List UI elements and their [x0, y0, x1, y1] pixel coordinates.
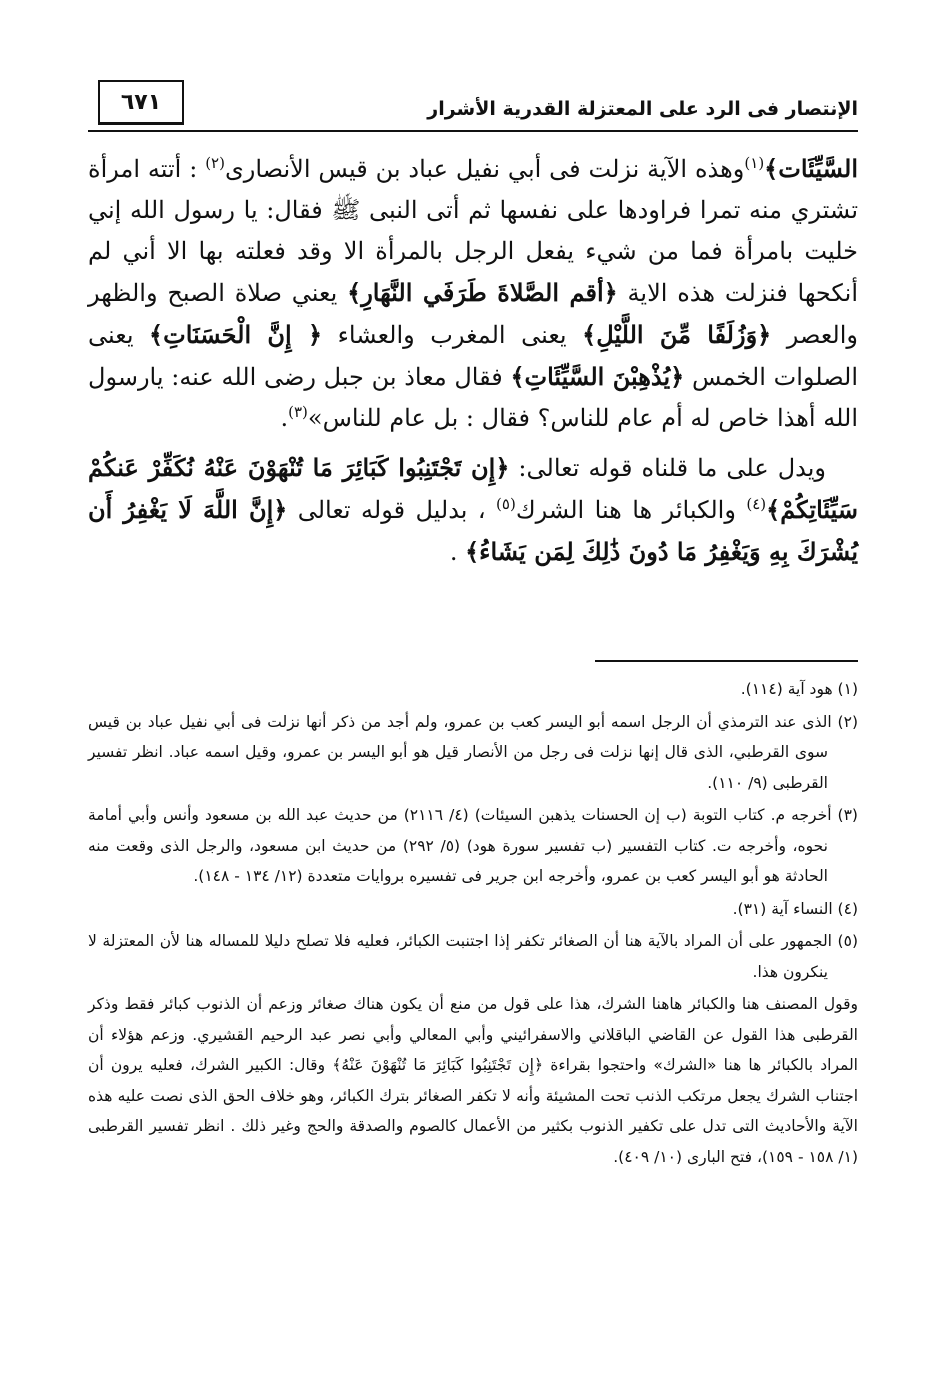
footnote-divider [595, 660, 858, 662]
footnote-ref: (٤) [746, 495, 767, 513]
header-divider [88, 130, 858, 132]
text-run: فقال معاذ بن جبل رضى الله عنه: يارسول الله أهذا خاص له أم عام للناس؟ فقال : بل عام للناس» [88, 363, 858, 432]
footnote-2: (٢) الذى عند الترمذي أن الرجل اسمه أبو اليسر كعب بن عمرو، ولم أجد من ذكر أنها نزلت فى أبي نفيل عباد بن قيس سوى القرطبي، الذى قال إنها نزلت فى رجل من الأنصار قيل هو أبو اليسر بن عمرو، وقيل اسمه عباد. انظر تفسير القرطبى (٩/ ١١٠). [88, 712, 858, 792]
quran-quote: ﴿إِن تَجْتَنِبُوا كَبَائِرَ مَا تُنْهَوْنَ عَنْهُ﴾ [332, 1056, 544, 1074]
text-run: وهذه الآية نزلت فى أبي نفيل عباد بن قيس الأنصارى [224, 155, 745, 183]
footnote-3: (٣) أخرجه م. كتاب التوبة (ب إن الحسنات يذهبن السيئات) (٤/ ٢١١٦) من حديث عبد الله بن مسعود وأنس وأبي أمامة نحوه، وأخرجه ت. كتاب التفسير (ب تفسير سورة هود) (٥/ ٢٩٢) من حديث ابن مسعود، والرجل الذى وقعت منه الحادثة هو أبو اليسر كعب بن عمرو، وأخرجه ابن جرير فى تفسيره بروايات متعددة (١٢/ ١٣٤ - ١٤٨). [88, 806, 858, 885]
footnote-1: (١) هود آية (١١٤). [740, 680, 858, 698]
text-run: وقال: الكبير الشرك، فعليه يرون أن اجتناب الشرك يجعل مرتكب الذنب تحت المشيئة وأنه لا تكفر الصغائر بترك الكبائر، وهو خلاف الحق الذى نصت عليه هذه الآية والأحاديث التى تدل على تكفير الذنوب بكثير من الأعمال كالصوم والصدقة والحج وغير ذلك . انظر تفسير القرطبى (١/ ١٥٨ - ١٥٩)، فتح البارى (١٠/ ٤٠٩). [88, 1056, 858, 1166]
footnote-ref: (٣) [288, 403, 308, 421]
paragraph-2 [88, 447, 858, 573]
footnote-ref: (٢) [205, 154, 225, 172]
text-run: : أتته امرأة تشتري منه تمرا فراودها على نفسها ثم أتى النبى ﷺ فقال: يا رسول الله إني خليت بامرأة فما من شيء يفعل الرجل بالمرأة الا وقد فعلته بها الا أني لم أنكحها فنزلت هذه الاية [88, 155, 858, 307]
footnotes [88, 674, 858, 1172]
quran-quote: ﴿أقم الصَّلاةَ طَرَفَي النَّهَارِ﴾ [347, 278, 618, 307]
quran-quote: ﴿إِن تَجْتَنِبُوا كَبَائِرَ مَا تُنْهَوْنَ عَنْهُ نُكَفِّرْ عَنكُمْ سَيِّئَاتِكُمْ﴾ [88, 453, 858, 524]
text-run: والكبائر ها هنا الشرك [515, 496, 747, 524]
quran-quote: ﴿يُذْهِبْنَ السَّيِّئَاتِ﴾ [510, 362, 685, 391]
page-number: ٦٧١ [98, 80, 184, 125]
text-run: يعنى الصلوات الخمس [88, 321, 859, 391]
paragraph-1 [88, 148, 858, 439]
main-text [88, 148, 858, 573]
text-run: يعني صلاة الصبح والظهر والعصر [88, 279, 858, 349]
footnote-5: (٥) الجمهور على أن المراد بالآية هنا أن الصغائر تكفر إذا اجتنبت الكبائر، فعليه فلا تصلح دليلا للمساله هنا لأن المعتزلة لا ينكرون هذا. [88, 932, 858, 981]
text-run: يعنى المغرب والعشاء [322, 321, 583, 349]
footnote-4: (٤) النساء آية (٣١). [732, 899, 858, 918]
running-title: الإنتصار فى الرد على المعتزلة القدرية الأشرار [427, 98, 858, 120]
text-run: ويدل على ما قلناه قوله تعالى: [509, 454, 826, 482]
footnote-5-continued [88, 989, 858, 1172]
quran-quote: ﴿ إِنَّ الْحَسَنَاتِ﴾ [149, 320, 323, 349]
text-run: . [280, 404, 289, 432]
text-run: ، بدليل قوله تعالى [287, 496, 497, 524]
quran-quote: ﴿وَزُلَفًا مِّنَ اللَّيْلِ﴾ [582, 320, 772, 349]
page-header [88, 78, 858, 134]
text-run: وقول المصنف هنا والكبائر هاهنا الشرك، هذا على قول من منع أن يكون هناك صغائر وزعم أن الذنوب كبائر فقط وذكر القرطبى هذا القول عن القاضي الباقلاني والاسفرائيني وأبي المعالي وأبي نصر عبد الرحيم القشيري. وزعم هؤلاء أن المراد بالكبائر ها هنا «الشرك» واحتجوا بقراءة [88, 995, 858, 1074]
footnote-ref: (١) [744, 154, 765, 172]
quran-quote: ﴿إِنَّ اللَّهَ لَا يَغْفِرُ أَن يُشْرَكَ بِهِ وَيَغْفِرُ مَا دُونَ ذَٰلِكَ لِمَن يَشَاءُ﴾ [88, 495, 858, 566]
footnote-ref: (٥) [496, 495, 516, 513]
quran-quote: السَّيِّئَات﴾ [764, 154, 859, 183]
text-run: . [449, 538, 466, 566]
